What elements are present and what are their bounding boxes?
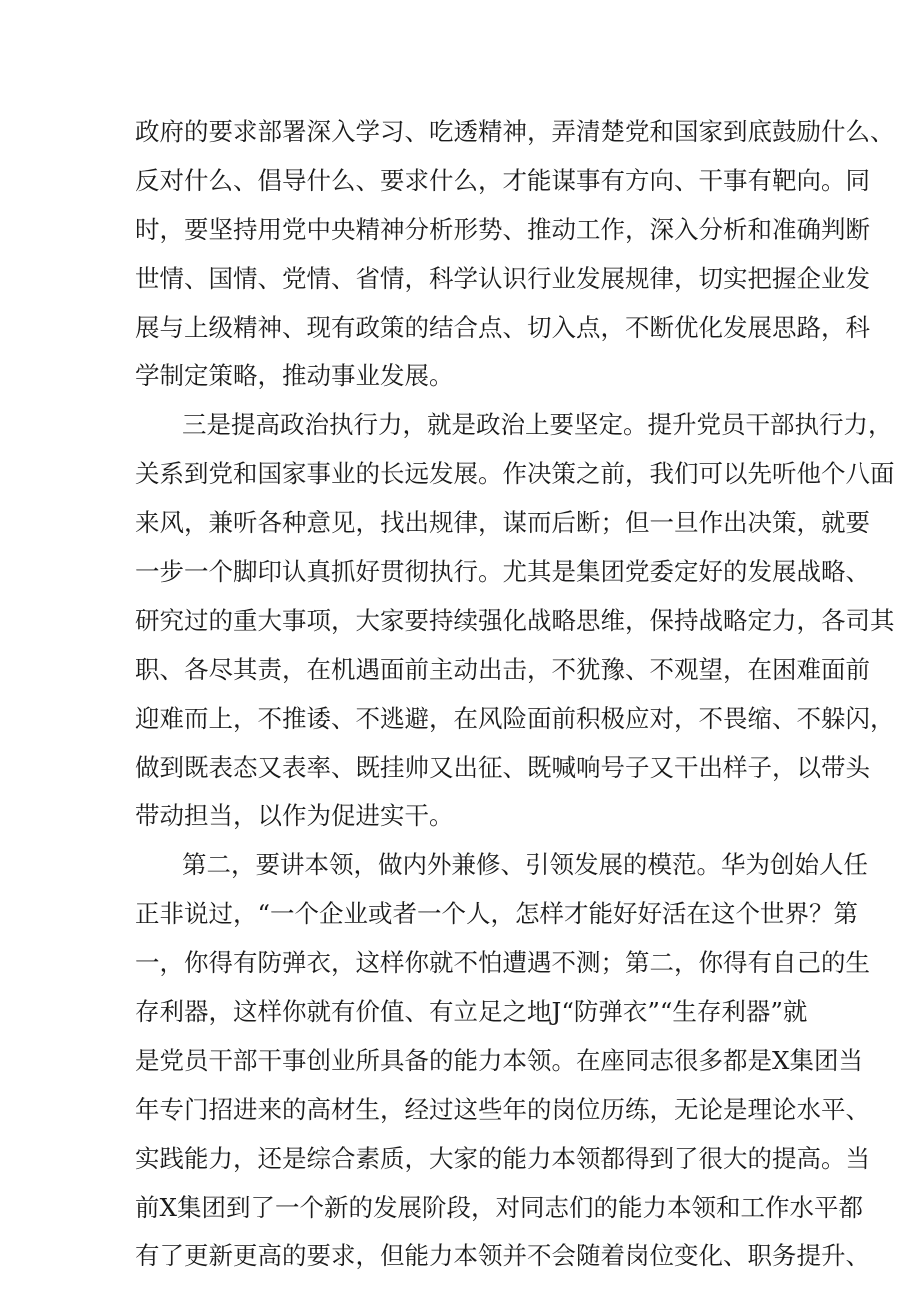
text-line: 研究过的重大事项，大家要持续强化战略思维，保持战略定力，各司其 [135,605,895,635]
text-line: 有了更新更高的要求，但能力本领并不会随着岗位变化、职务提升、 [135,1241,870,1271]
text-line: 做到既表态又表率、既挂帅又出征、既喊响号子又干出样子，以带头 [135,752,870,782]
text-line: 年专门招进来的高材生，经过这些年的岗位历练，无论是理论水平、 [135,1094,870,1124]
text-line: 实践能力，还是综合素质，大家的能力本领都得到了很大的提高。当 [135,1143,870,1173]
text-line: 反对什么、倡导什么、要求什么，才能谋事有方向、干事有靶向。同 [135,165,870,195]
text-line: 一步一个脚印认真抓好贯彻执行。尤其是集团党委定好的发展战略、 [135,557,870,587]
text-line: 正非说过，“一个企业或者一个人，怎样才能好好活在这个世界？第 [135,899,859,929]
text-line: 三是提高政治执行力，就是政治上要坚定。提升党员干部执行力， [182,410,893,440]
paragraph-1 [135,108,895,401]
text-line: 前X集团到了一个新的发展阶段，对同志们的能力本领和工作水平都 [135,1192,863,1222]
text-line: 带动担当，以作为促进实干。 [135,801,454,831]
text-line: 存利器，这样你就有价值、有立足之地J“防弹衣”“生存利器”就 [135,997,808,1027]
text-line: 学制定策略，推动事业发展。 [135,361,454,391]
text-line: 职、各尽其责，在机遇面前主动出击，不犹豫、不观望，在困难面前 [135,654,870,684]
text-line: 一，你得有防弹衣，这样你就不怕遭遇不测；第二，你得有自己的生 [135,948,870,978]
text-line: 来风，兼听各种意见，找出规律，谋而后断；但一旦作出决策，就要 [135,508,870,538]
text-line: 是党员干部干事创业所具备的能力本领。在座同志很多都是X集团当 [135,1045,863,1075]
text-line: 第二，要讲本领，做内外兼修、引领发展的模范。华为创始人任 [182,850,868,880]
document-body [135,108,895,1281]
text-line: 时，要坚持用党中央精神分析形势、推动工作，深入分析和准确判断 [135,214,870,244]
text-line: 迎难而上，不推诿、不逃避，在风险面前积极应对，不畏缩、不躲闪， [135,703,895,733]
text-line: 展与上级精神、现有政策的结合点、切入点，不断优化发展思路，科 [135,312,870,342]
text-line: 政府的要求部署深入学习、吃透精神，弄清楚党和国家到底鼓励什么、 [135,117,895,146]
paragraph-3 [135,841,870,1281]
text-line: 关系到党和国家事业的长远发展。作决策之前，我们可以先听他个八面 [135,459,895,489]
text-line: 世情、国情、党情、省情，科学认识行业发展规律，切实把握企业发 [135,263,870,293]
paragraph-2 [135,401,895,841]
